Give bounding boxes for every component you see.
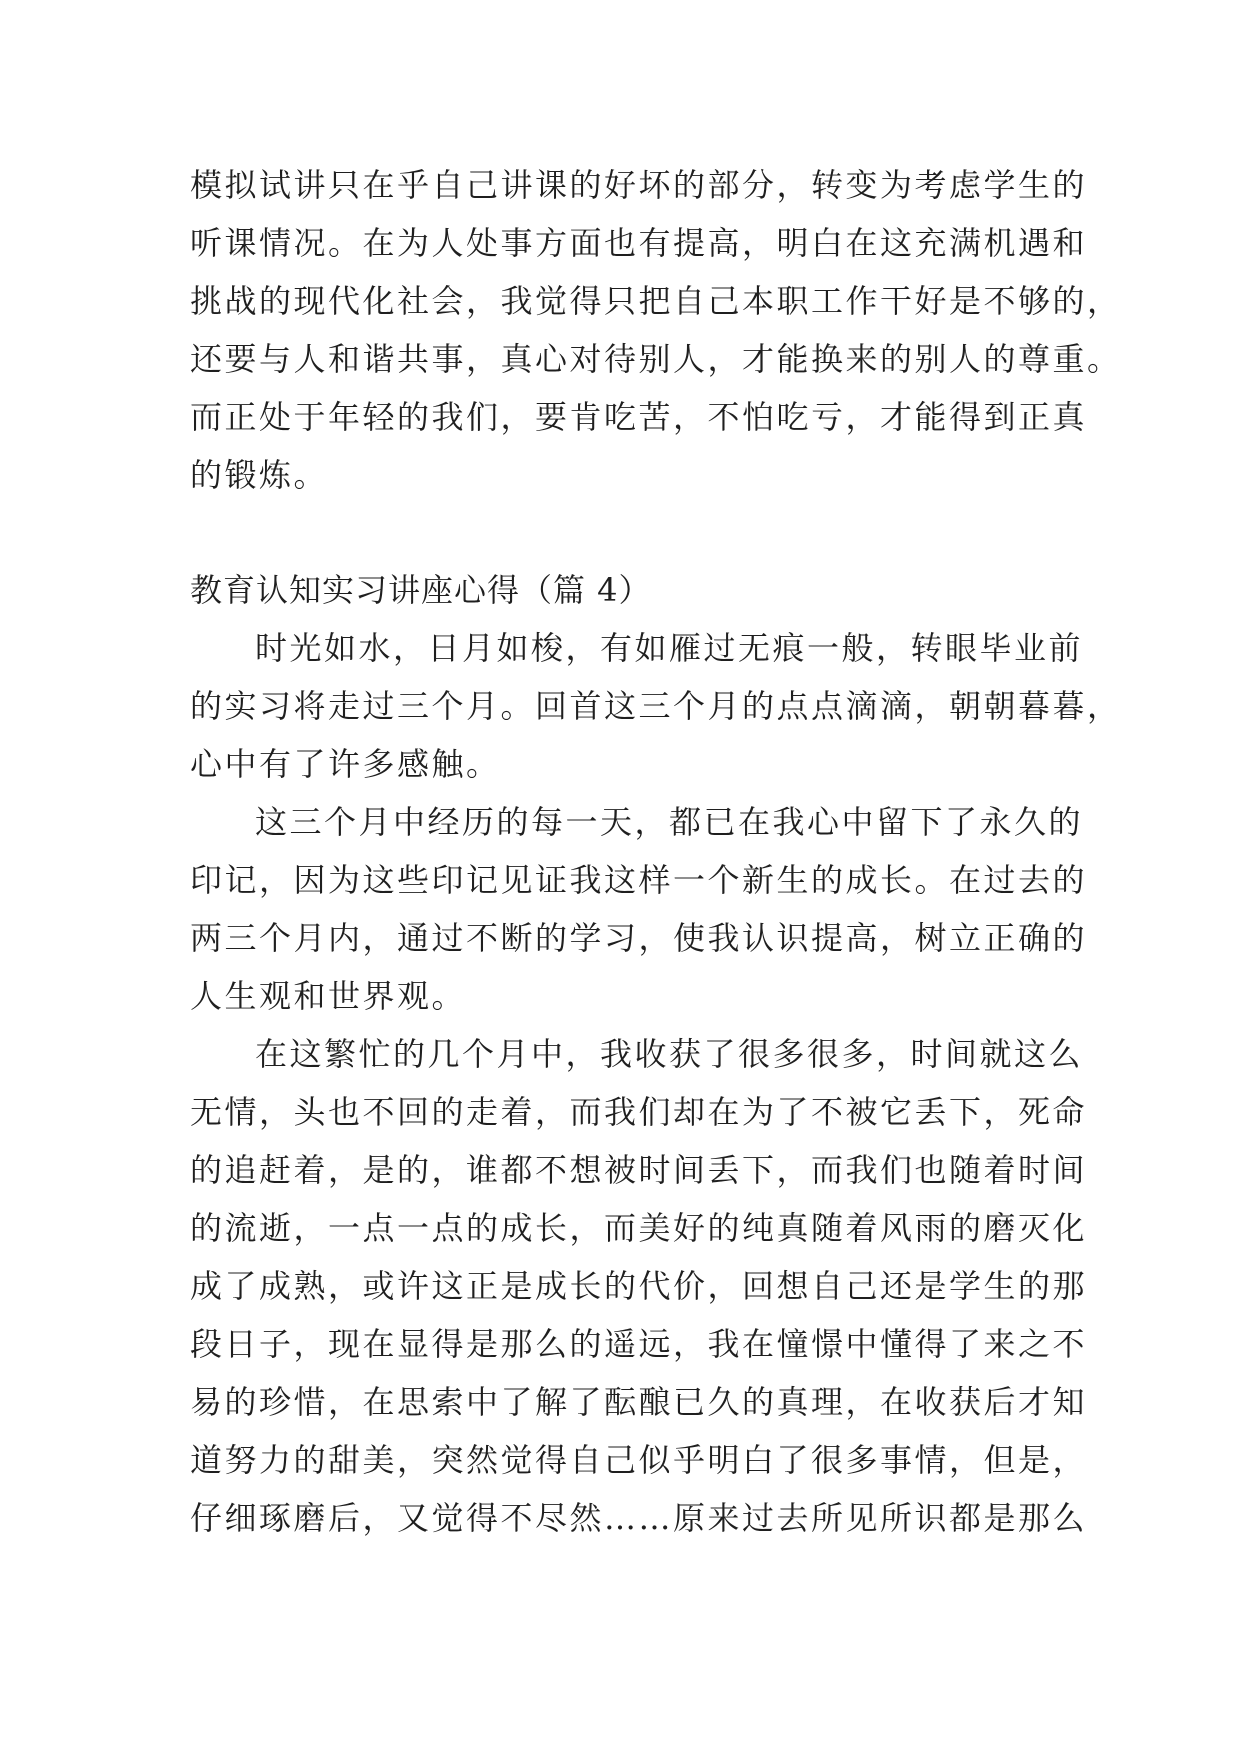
- text-line: 挑战的现代化社会，我觉得只把自己本职工作干好是不够的，: [190, 282, 1122, 320]
- text-line: 印记，因为这些印记见证我这样一个新生的成长。在过去的: [190, 861, 1088, 899]
- text-line: 模拟试讲只在乎自己讲课的好坏的部分，转变为考虑学生的: [190, 166, 1088, 204]
- text-line: 仔细琢磨后，又觉得不尽然……原来过去所见所识都是那么: [190, 1499, 1088, 1537]
- text-line: 的锻炼。: [190, 456, 329, 494]
- text-line: 时光如水，日月如梭，有如雁过无痕一般，转眼毕业前: [255, 629, 1084, 667]
- text-line: 的追赶着，是的，谁都不想被时间丢下，而我们也随着时间: [190, 1151, 1088, 1189]
- text-line: 易的珍惜，在思索中了解了酝酿已久的真理，在收获后才知: [190, 1383, 1088, 1421]
- text-line: 的实习将走过三个月。回首这三个月的点点滴滴，朝朝暮暮，: [190, 687, 1122, 725]
- text-line: 两三个月内，通过不断的学习，使我认识提高，树立正确的: [190, 919, 1088, 957]
- text-line: 的流逝，一点一点的成长，而美好的纯真随着风雨的磨灭化: [190, 1209, 1088, 1247]
- text-line: 心中有了许多感触。: [190, 745, 501, 783]
- section-heading: 教育认知实习讲座心得（篇 4）: [190, 571, 652, 609]
- text-line: 人生观和世界观。: [190, 977, 467, 1015]
- text-line: 在这繁忙的几个月中，我收获了很多很多，时间就这么: [255, 1035, 1084, 1073]
- text-line: 无情，头也不回的走着，而我们却在为了不被它丢下，死命: [190, 1093, 1088, 1131]
- text-line: 听课情况。在为人处事方面也有提高，明白在这充满机遇和: [190, 224, 1088, 262]
- text-line: 成了成熟，或许这正是成长的代价，回想自己还是学生的那: [190, 1267, 1088, 1305]
- text-line: 这三个月中经历的每一天，都已在我心中留下了永久的: [255, 803, 1084, 841]
- text-line: 而正处于年轻的我们，要肯吃苦，不怕吃亏，才能得到正真: [190, 398, 1088, 436]
- text-line: 还要与人和谐共事，真心对待别人，才能换来的别人的尊重。: [190, 340, 1122, 378]
- text-line: 道努力的甜美，突然觉得自己似乎明白了很多事情，但是，: [190, 1441, 1088, 1479]
- text-line: 段日子，现在显得是那么的遥远，我在憧憬中懂得了来之不: [190, 1325, 1088, 1363]
